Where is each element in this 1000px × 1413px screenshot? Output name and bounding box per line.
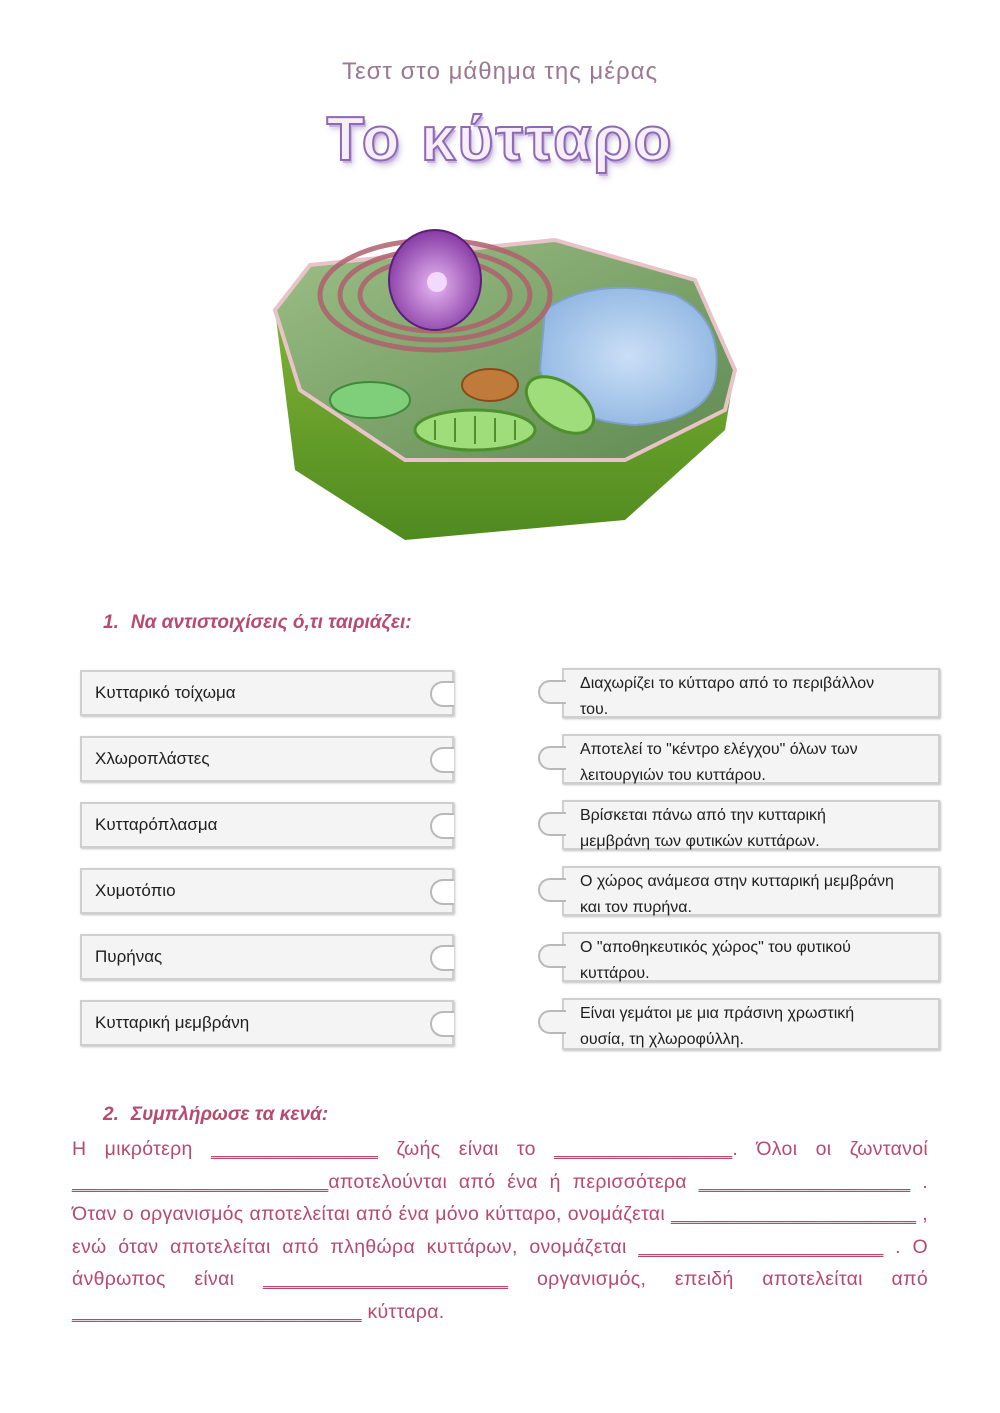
match-right-line: Αποτελεί το "κέντρο ελέγχου" όλων των (580, 741, 858, 758)
match-left-label: Κυτταρικό τοίχωμα (95, 683, 236, 702)
puzzle-tab-icon (538, 1010, 566, 1034)
puzzle-notch-icon (430, 747, 454, 773)
blank-field[interactable]: _______________________ (72, 1170, 329, 1193)
match-right-line: Διαχωρίζει το κύτταρο από το περιβάλλον (580, 675, 875, 692)
puzzle-notch-icon (430, 813, 454, 839)
match-right-line: του. (580, 701, 609, 718)
blank-field[interactable]: ________________ (554, 1138, 733, 1160)
blank-field[interactable]: __________________________ (72, 1300, 362, 1323)
puzzle-notch-icon (430, 681, 454, 707)
question1-number: 1. (103, 612, 119, 633)
puzzle-notch-icon (430, 945, 454, 971)
match-left-card[interactable] (80, 1000, 454, 1046)
paragraph-text: αποτελούνται από ένα ή περισσότερα (328, 1170, 699, 1193)
match-right-line: και τον πυρήνα. (580, 899, 692, 916)
match-right-line: μεμβράνη των φυτικών κυττάρων. (580, 833, 820, 850)
match-right-card[interactable] (562, 932, 940, 982)
match-left-label: Κυτταρόπλασμα (95, 815, 218, 834)
match-left-label: Κυτταρική μεμβράνη (95, 1013, 250, 1032)
match-left-label: Χυμοτόπιο (95, 881, 176, 900)
paragraph-text: , ενώ όταν αποτελείται από πληθώρα κυττάρων, ονομάζεται (72, 1203, 928, 1258)
match-left-card[interactable] (80, 868, 454, 914)
match-right-card[interactable] (562, 800, 940, 850)
paragraph-text: ζωής είναι το (378, 1138, 555, 1160)
match-left-card[interactable] (80, 934, 454, 980)
plant-cell-illustration (255, 220, 755, 550)
match-right-line: Βρίσκεται πάνω από την κυτταρική (580, 807, 826, 824)
page-title: Το κύτταρο (326, 105, 674, 174)
match-left-card[interactable] (80, 802, 454, 848)
match-right-line: Ο "αποθηκευτικός χώρος" του φυτικού (580, 939, 851, 956)
match-right-card[interactable] (562, 998, 940, 1050)
question1-heading (103, 612, 412, 634)
match-right-line: ουσία, τη χλωροφύλλη. (580, 1031, 744, 1048)
question2-heading (103, 1104, 328, 1126)
blank-field[interactable]: ______________________ (263, 1268, 509, 1290)
paragraph-text: κύτταρα. (361, 1300, 445, 1323)
match-left-label: Πυρήνας (95, 947, 163, 966)
match-right-card[interactable] (562, 734, 940, 784)
puzzle-tab-icon (538, 878, 566, 902)
blank-field[interactable]: _______________ (210, 1138, 379, 1160)
match-right-line: Είναι γεμάτοι με μια πράσινη χρωστική (580, 1005, 855, 1022)
puzzle-tab-icon (538, 680, 566, 704)
question2-number: 2. (103, 1104, 119, 1125)
match-left-card[interactable] (80, 736, 454, 782)
match-right-line: λειτουργιών του κυττάρου. (580, 767, 766, 784)
paragraph-text: Η μικρότερη (72, 1138, 211, 1160)
blank-field[interactable]: ______________________ (638, 1235, 884, 1258)
match-right-line: Ο χώρος ανάμεσα στην κυτταρική μεμβράνη (580, 873, 894, 890)
puzzle-notch-icon (430, 879, 454, 905)
paragraph-text: . Ο άνθρωπος είναι (72, 1235, 928, 1290)
puzzle-tab-icon (538, 746, 566, 770)
puzzle-notch-icon (430, 1011, 454, 1037)
paragraph-text: οργανισμός, επειδή αποτελείται από (508, 1268, 928, 1290)
match-left-card[interactable] (80, 670, 454, 716)
question2-text: Συμπλήρωσε τα κενά: (130, 1104, 329, 1125)
puzzle-tab-icon (538, 812, 566, 836)
blank-field[interactable]: ______________________ (671, 1203, 917, 1225)
match-right-card[interactable] (562, 866, 940, 916)
match-right-line: κυττάρου. (580, 965, 650, 982)
paragraph-text: . Όλοι οι ζωντανοί (732, 1138, 928, 1160)
question1-text: Να αντιστοιχίσεις ό,τι ταιριάζει: (130, 612, 412, 633)
fill-in-paragraph (72, 1133, 928, 1328)
blank-field[interactable]: ___________________ (698, 1170, 911, 1193)
match-right-card[interactable] (562, 668, 940, 718)
paragraph-text: . Όταν ο οργανισμός αποτελείται από ένα μόνο κύτταρο, ονομάζεται (72, 1170, 929, 1225)
puzzle-tab-icon (538, 944, 566, 968)
match-left-label: Χλωροπλάστες (95, 749, 210, 768)
page-subtitle: Τεστ στο μάθημα της μέρας (341, 58, 659, 85)
